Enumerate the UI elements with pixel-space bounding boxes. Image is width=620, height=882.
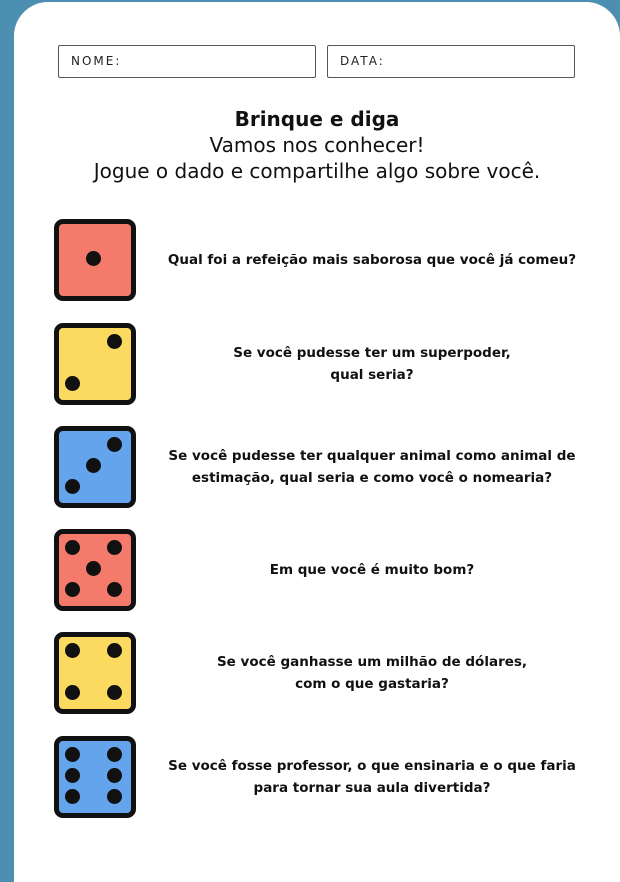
die-two-icon bbox=[54, 323, 136, 405]
question-text: Se você fosse professor, o que ensinaria e o que faria para tornar sua aula divertida? bbox=[168, 758, 576, 796]
die-pip bbox=[65, 747, 80, 762]
question-row-3 bbox=[54, 426, 594, 508]
die-pip bbox=[107, 643, 122, 658]
die-pip bbox=[86, 251, 101, 266]
question-text: Em que você é muito bom? bbox=[269, 562, 475, 578]
die-one-icon bbox=[54, 219, 136, 301]
question-row-5 bbox=[54, 632, 594, 714]
die-pip bbox=[65, 479, 80, 494]
die-pip bbox=[107, 540, 122, 555]
date-label: DATA: bbox=[340, 54, 385, 68]
die-pip bbox=[65, 768, 80, 783]
question-text: Se você ganhasse um milhão de dólares, com o que gastaria? bbox=[216, 654, 528, 692]
die-pip bbox=[107, 437, 122, 452]
question-text: Se você pudesse ter qualquer animal como animal de estimação, qual seria e como você o nomearia? bbox=[168, 448, 576, 486]
page-subtitle: Vamos nos conhecer! bbox=[209, 133, 425, 157]
die-pip bbox=[107, 685, 122, 700]
die-pip bbox=[65, 376, 80, 391]
die-pip bbox=[86, 561, 101, 576]
date-field[interactable] bbox=[327, 45, 575, 78]
die-three-icon bbox=[54, 426, 136, 508]
die-pip bbox=[86, 458, 101, 473]
question-row-6 bbox=[54, 736, 594, 818]
die-pip bbox=[65, 582, 80, 597]
die-pip bbox=[65, 643, 80, 658]
name-label: NOME: bbox=[71, 54, 122, 68]
die-pip bbox=[107, 334, 122, 349]
die-pip bbox=[65, 685, 80, 700]
die-pip bbox=[107, 768, 122, 783]
die-pip bbox=[65, 789, 80, 804]
question-row-4 bbox=[54, 529, 594, 611]
page-title: Brinque e diga bbox=[234, 107, 400, 131]
die-four-icon bbox=[54, 632, 136, 714]
die-pip bbox=[65, 540, 80, 555]
die-six-icon bbox=[54, 736, 136, 818]
die-pip bbox=[107, 747, 122, 762]
title-block bbox=[14, 106, 620, 184]
question-text: Qual foi a refeição mais saborosa que você já comeu? bbox=[167, 252, 577, 268]
die-five-icon bbox=[54, 529, 136, 611]
die-pip bbox=[107, 789, 122, 804]
question-text: Se você pudesse ter um superpoder, qual seria? bbox=[233, 345, 511, 383]
question-row-1 bbox=[54, 219, 594, 301]
question-row-2 bbox=[54, 323, 594, 405]
name-field[interactable] bbox=[58, 45, 316, 78]
die-pip bbox=[107, 582, 122, 597]
page-instruction: Jogue o dado e compartilhe algo sobre você. bbox=[93, 159, 541, 183]
